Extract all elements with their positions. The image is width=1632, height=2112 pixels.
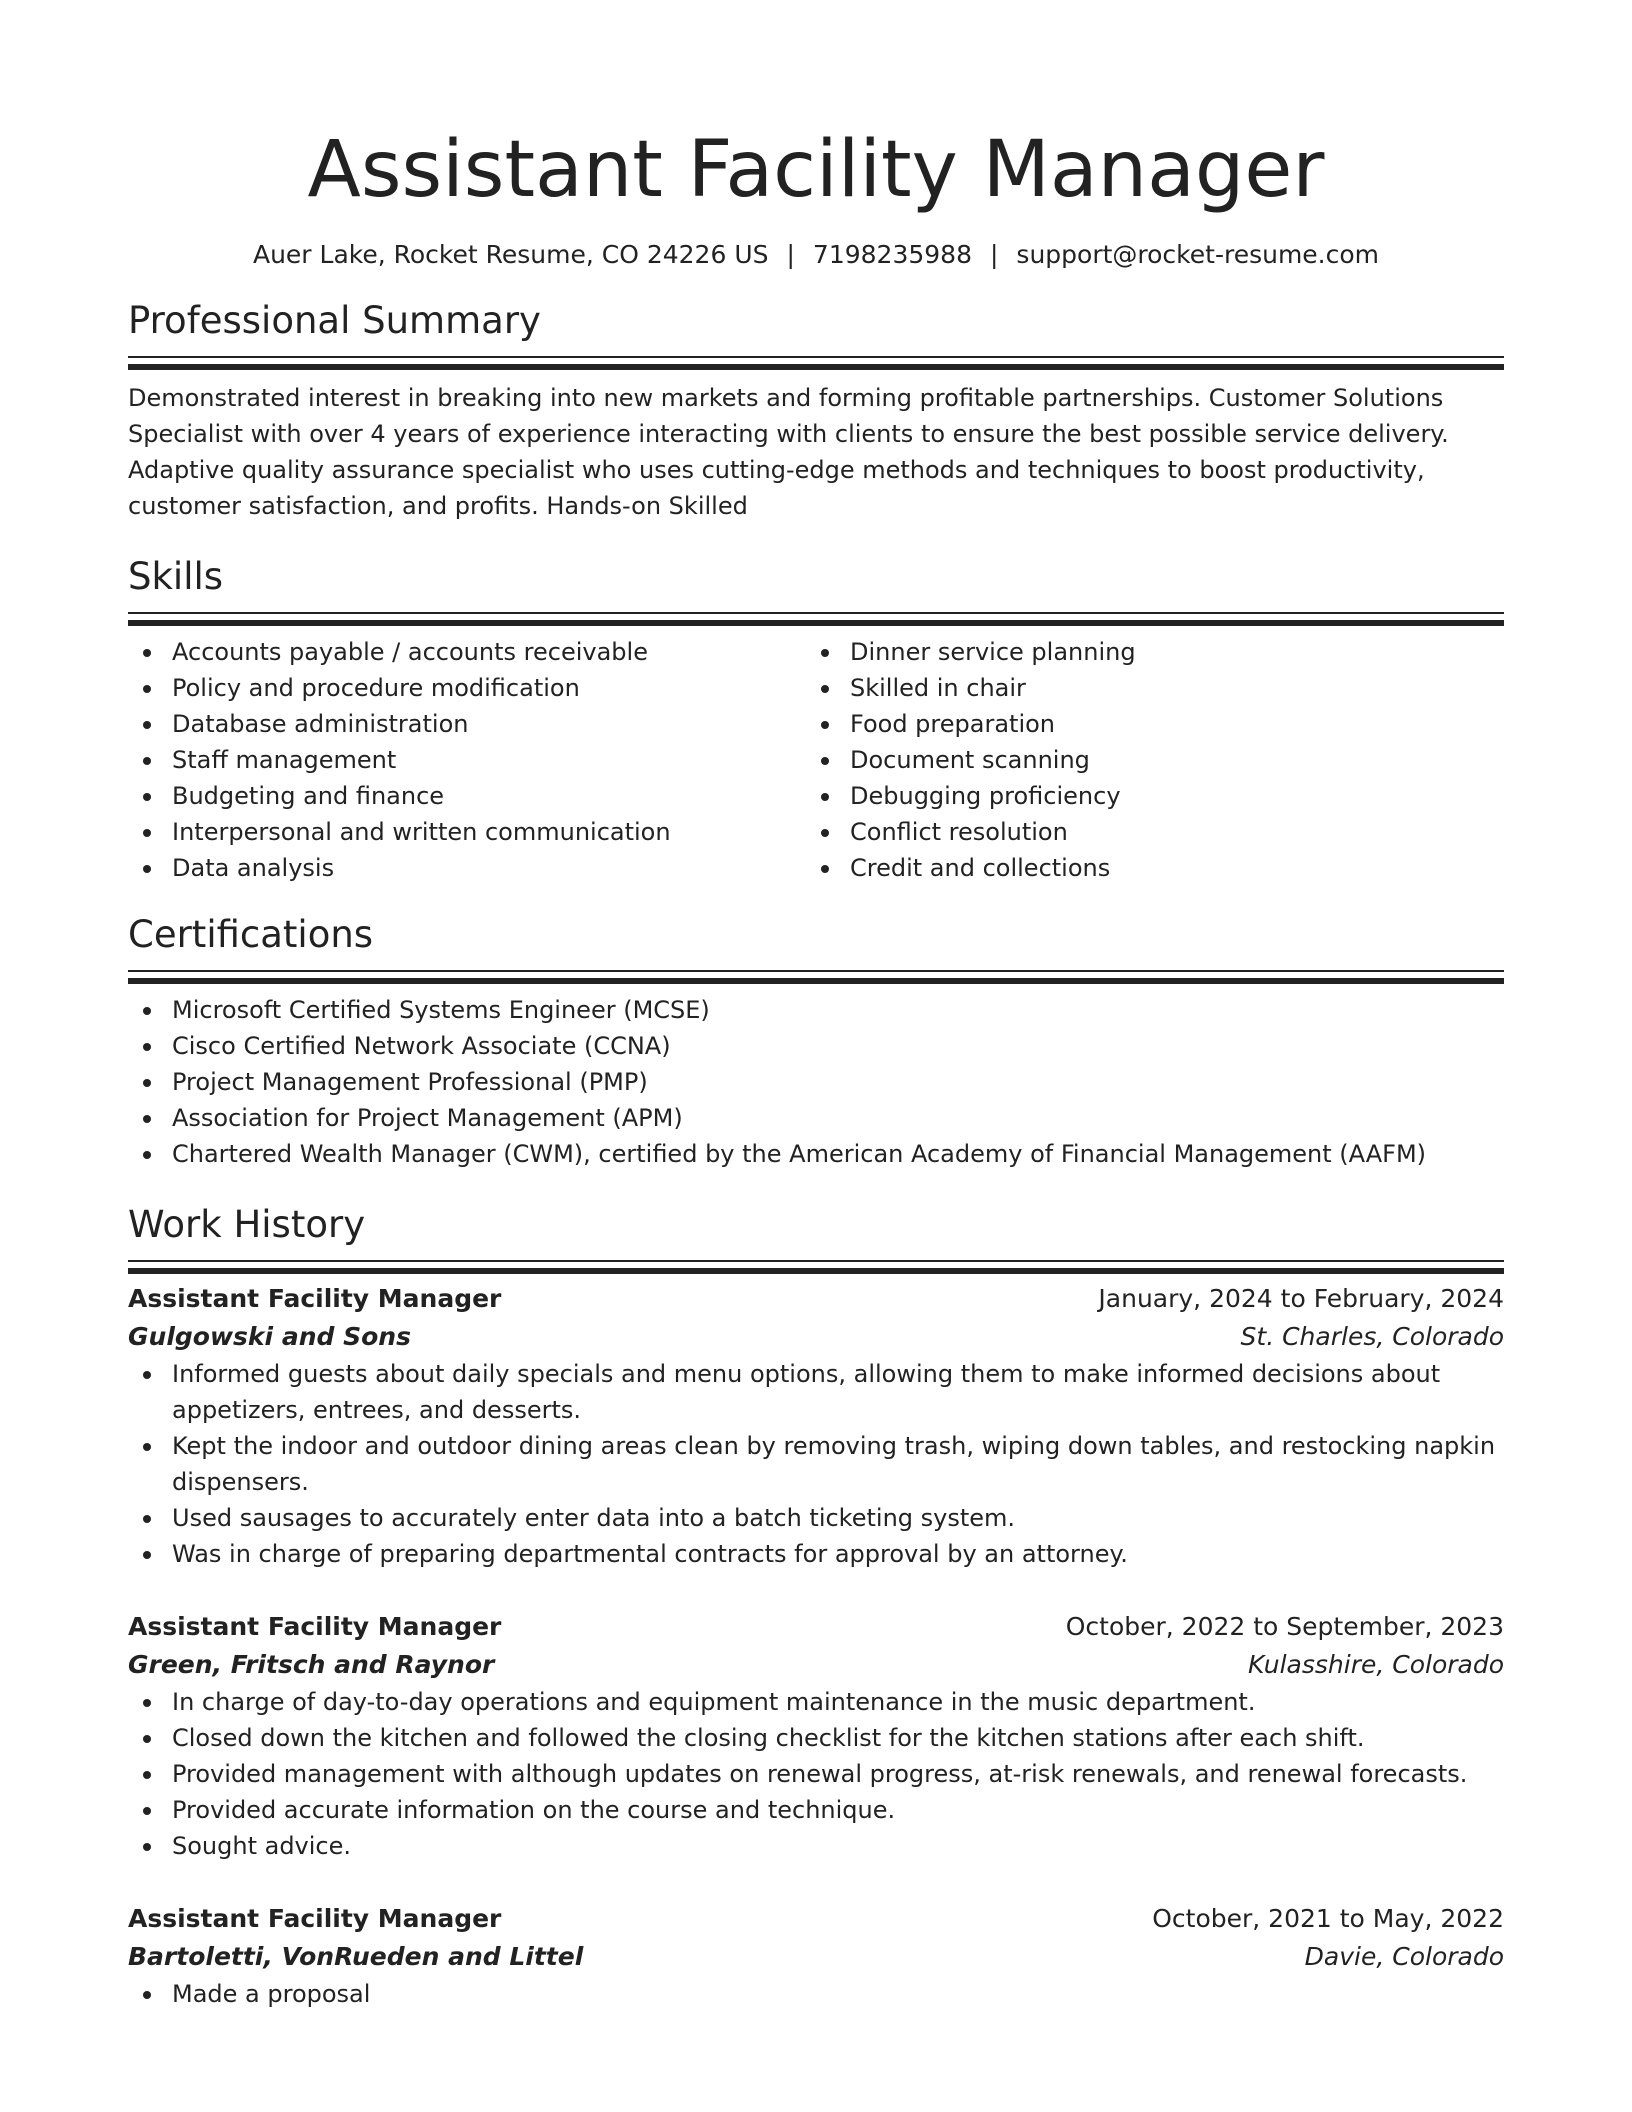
skill-item: Database administration [128,706,806,742]
job-bullet: Used sausages to accurately enter data into a batch ticketing system. [128,1500,1504,1536]
job-bullet: Kept the indoor and outdoor dining areas clean by removing trash, wiping down tables, and restocking napkin dispensers. [128,1428,1504,1500]
summary-text: Demonstrated interest in breaking into new markets and forming profitable partnerships. Customer Solutions Specialist with over 4 years of experience interacting with clients to ensure the best possible service delivery. Adaptive quality assurance specialist who uses cutting-edge methods and techniques to boost productivity, customer satisfaction, and profits. Hands-on Skilled [128,384,1449,520]
skills-column-left [128,634,806,886]
job-bullet: Provided accurate information on the course and technique. [128,1792,1504,1828]
job-location: Davie, Colorado [1304,1942,1504,1971]
section-divider [128,612,1504,614]
job-title: Assistant Facility Manager [128,1904,502,1933]
job-bullets [128,1356,1504,1572]
section-summary [128,298,1504,524]
certification-item: Project Management Professional (PMP) [128,1064,1504,1100]
job-entry [128,1608,1504,1864]
contact-line [128,238,1504,272]
section-title-skills: Skills [128,555,224,598]
skill-item: Policy and procedure modification [128,670,806,706]
job-company: Green, Fritsch and Raynor [128,1650,495,1679]
section-title-certifications: Certifications [128,913,374,956]
job-bullet: In charge of day-to-day operations and equipment maintenance in the music department. [128,1684,1504,1720]
certification-item: Association for Project Management (APM) [128,1100,1504,1136]
certification-item: Chartered Wealth Manager (CWM), certified by the American Academy of Financial Management (AAFM) [128,1136,1504,1172]
certification-item: Cisco Certified Network Associate (CCNA) [128,1028,1504,1064]
skill-item: Food preparation [806,706,1484,742]
skill-item: Credit and collections [806,850,1484,886]
contact-phone: 7198235988 [812,240,972,269]
contact-separator: | [989,240,999,269]
job-dates: October, 2021 to May, 2022 [1152,1904,1504,1933]
contact-address: Auer Lake, Rocket Resume, CO 24226 US [252,240,769,269]
skill-item: Document scanning [806,742,1484,778]
job-dates: January, 2024 to February, 2024 [1098,1284,1504,1313]
resume-name: Assistant Facility Manager [307,125,1325,215]
skill-item: Staff management [128,742,806,778]
skill-item: Interpersonal and written communication [128,814,806,850]
certification-item: Microsoft Certified Systems Engineer (MCSE) [128,992,1504,1028]
job-bullets [128,1684,1504,1864]
job-entry [128,1900,1504,2012]
job-dates: October, 2022 to September, 2023 [1065,1612,1504,1641]
resume-page [128,0,1504,2048]
job-bullet: Closed down the kitchen and followed the closing checklist for the kitchen stations after each shift. [128,1720,1504,1756]
contact-separator: | [786,240,795,269]
job-location: St. Charles, Colorado [1240,1322,1504,1351]
skill-item: Data analysis [128,850,806,886]
skills-grid [128,634,1504,886]
job-location: Kulasshire, Colorado [1248,1650,1504,1679]
skills-column-right [806,634,1484,886]
job-title: Assistant Facility Manager [128,1284,502,1313]
job-bullet: Made a proposal [128,1976,1504,2012]
certification-list [128,992,1504,1172]
skill-item: Skilled in chair [806,670,1484,706]
job-bullet: Sought advice. [128,1828,1504,1864]
skill-item: Dinner service planning [806,634,1484,670]
skill-item: Budgeting and finance [128,778,806,814]
skill-item: Debugging proficiency [806,778,1484,814]
job-company: Bartoletti, VonRueden and Littel [128,1942,584,1971]
contact-email: support@rocket-resume.com [1016,240,1380,269]
section-title-work-history: Work History [128,1203,366,1246]
section-skills [128,554,1504,886]
section-title-summary: Professional Summary [128,299,541,342]
skill-item: Accounts payable / accounts receivable [128,634,806,670]
section-divider [128,970,1504,972]
job-bullet: Was in charge of preparing departmental contracts for approval by an attorney. [128,1536,1504,1572]
job-entry [128,1280,1504,1572]
job-bullet: Informed guests about daily specials and menu options, allowing them to make informed decisions about appetizers, entrees, and desserts. [128,1356,1504,1428]
skill-item: Conflict resolution [806,814,1484,850]
job-bullets [128,1976,1504,2012]
section-certifications [128,912,1504,1172]
job-bullet: Provided management with although updates on renewal progress, at-risk renewals, and renewal forecasts. [128,1756,1504,1792]
section-work-history [128,1202,1504,2012]
section-divider [128,1260,1504,1262]
job-company: Gulgowski and Sons [128,1322,411,1351]
section-divider [128,356,1504,358]
job-title: Assistant Facility Manager [128,1612,502,1641]
